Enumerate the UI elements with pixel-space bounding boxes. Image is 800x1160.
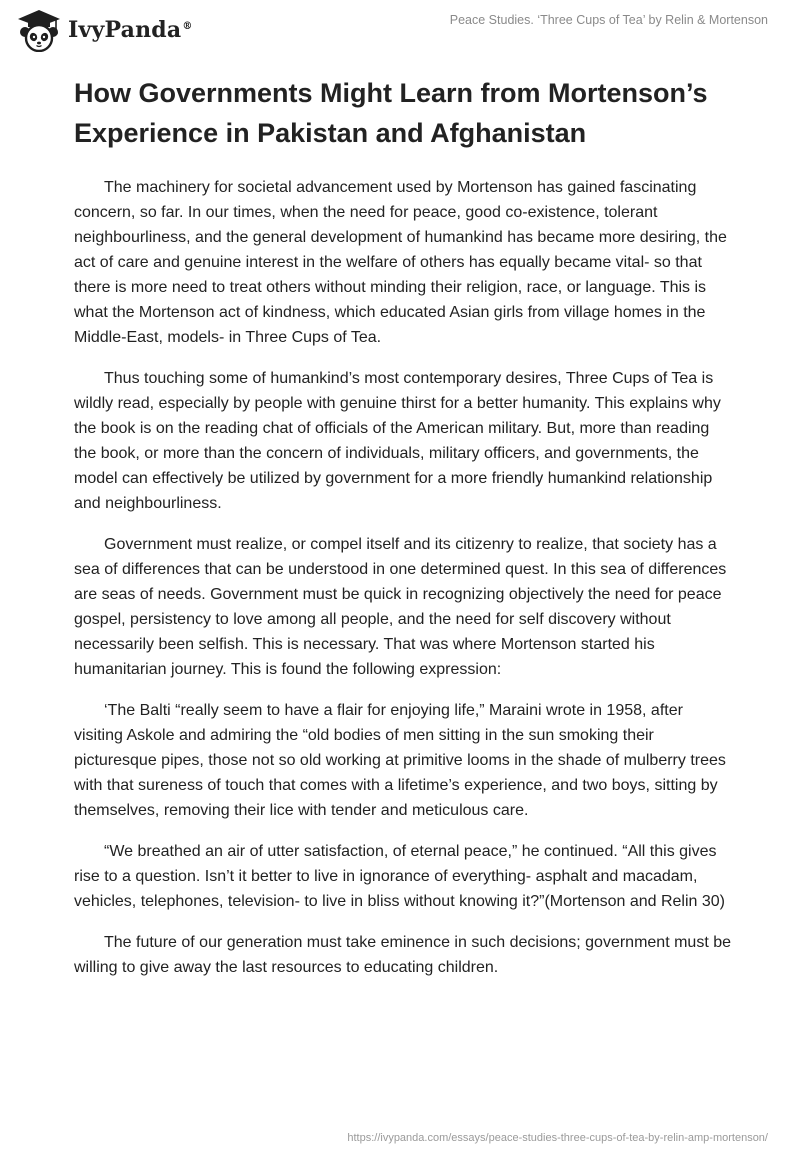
- panda-graduation-cap-icon: [16, 8, 62, 52]
- paragraph: The machinery for societal advancement used by Mortenson has gained fascinating concern, so far. In our times, when the need for peace, good co-existence, tolerant neighbourliness, and the general development of humankind has became more desiring, the act of care and genuine interest in the welfare of others has equally became vital- so that there is more need to treat others without minding their religion, race, or language. This is what the Mortenson act of kindness, which educated Asian girls from village homes in the Middle-East, models- in Three Cups of Tea.: [74, 179, 727, 346]
- paragraph: Government must realize, or compel itself and its citizenry to realize, that society has a sea of differences that can be understood in one determined quest. In this sea of differences are seas of needs. Government must be quick in recognizing objectively the need for peace gospel, persistency to love among all people, and the need for self discovery without necessarily been selfish. This is necessary. That was where Mortenson started his humanitarian journey. This is found the following expression:: [74, 536, 727, 678]
- page-header: [0, 0, 800, 60]
- quote-paragraph: ‘The Balti “really seem to have a flair for enjoying life,” Maraini wrote in 1958, after visiting Askole and admiring the “old bodies of men sitting in the sun smoking their picturesque pipes, those not so old working at primitive looms in the shade of mulberry trees with that sureness of touch that comes with a lifetime’s experience, and two boys, sitting by themselves, removing their lice with tender and meticulous care.: [74, 702, 726, 819]
- document-title: Peace Studies. ‘Three Cups of Tea’ by Relin & Mortenson: [449, 13, 768, 27]
- quote-paragraph: “We breathed an air of utter satisfaction, of eternal peace,” he continued. “All this gives rise to a question. Isn’t it better to live in ignorance of everything- asphalt and macadam, vehicles, telephones, television- to live in bliss without knowing it?”(Mortenson and Relin 30): [74, 843, 725, 910]
- source-url-link[interactable]: https://ivypanda.com/essays/peace-studies-three-cups-of-tea-by-relin-amp-mortenson/: [347, 1132, 768, 1144]
- ivypanda-logo[interactable]: [16, 8, 193, 52]
- article-body: [74, 73, 734, 996]
- registered-mark: ®: [182, 20, 193, 32]
- paragraph: Thus touching some of humankind’s most contemporary desires, Three Cups of Tea is wildly read, especially by people with genuine thirst for a better humanity. This explains why the book is on the reading chat of officials of the American military. But, more than reading the book, or more than the concern of individuals, military officers, and governments, the model can effectively be utilized by government for a more friendly humankind relationship and neighbourliness.: [74, 370, 721, 512]
- brand-name: IvyPanda®: [68, 17, 193, 43]
- paragraph: The future of our generation must take eminence in such decisions; government must be willing to give away the last resources to educating children.: [74, 934, 732, 976]
- article-heading: How Governments Might Learn from Mortenson’s Experience in Pakistan and Afghanistan: [74, 78, 708, 148]
